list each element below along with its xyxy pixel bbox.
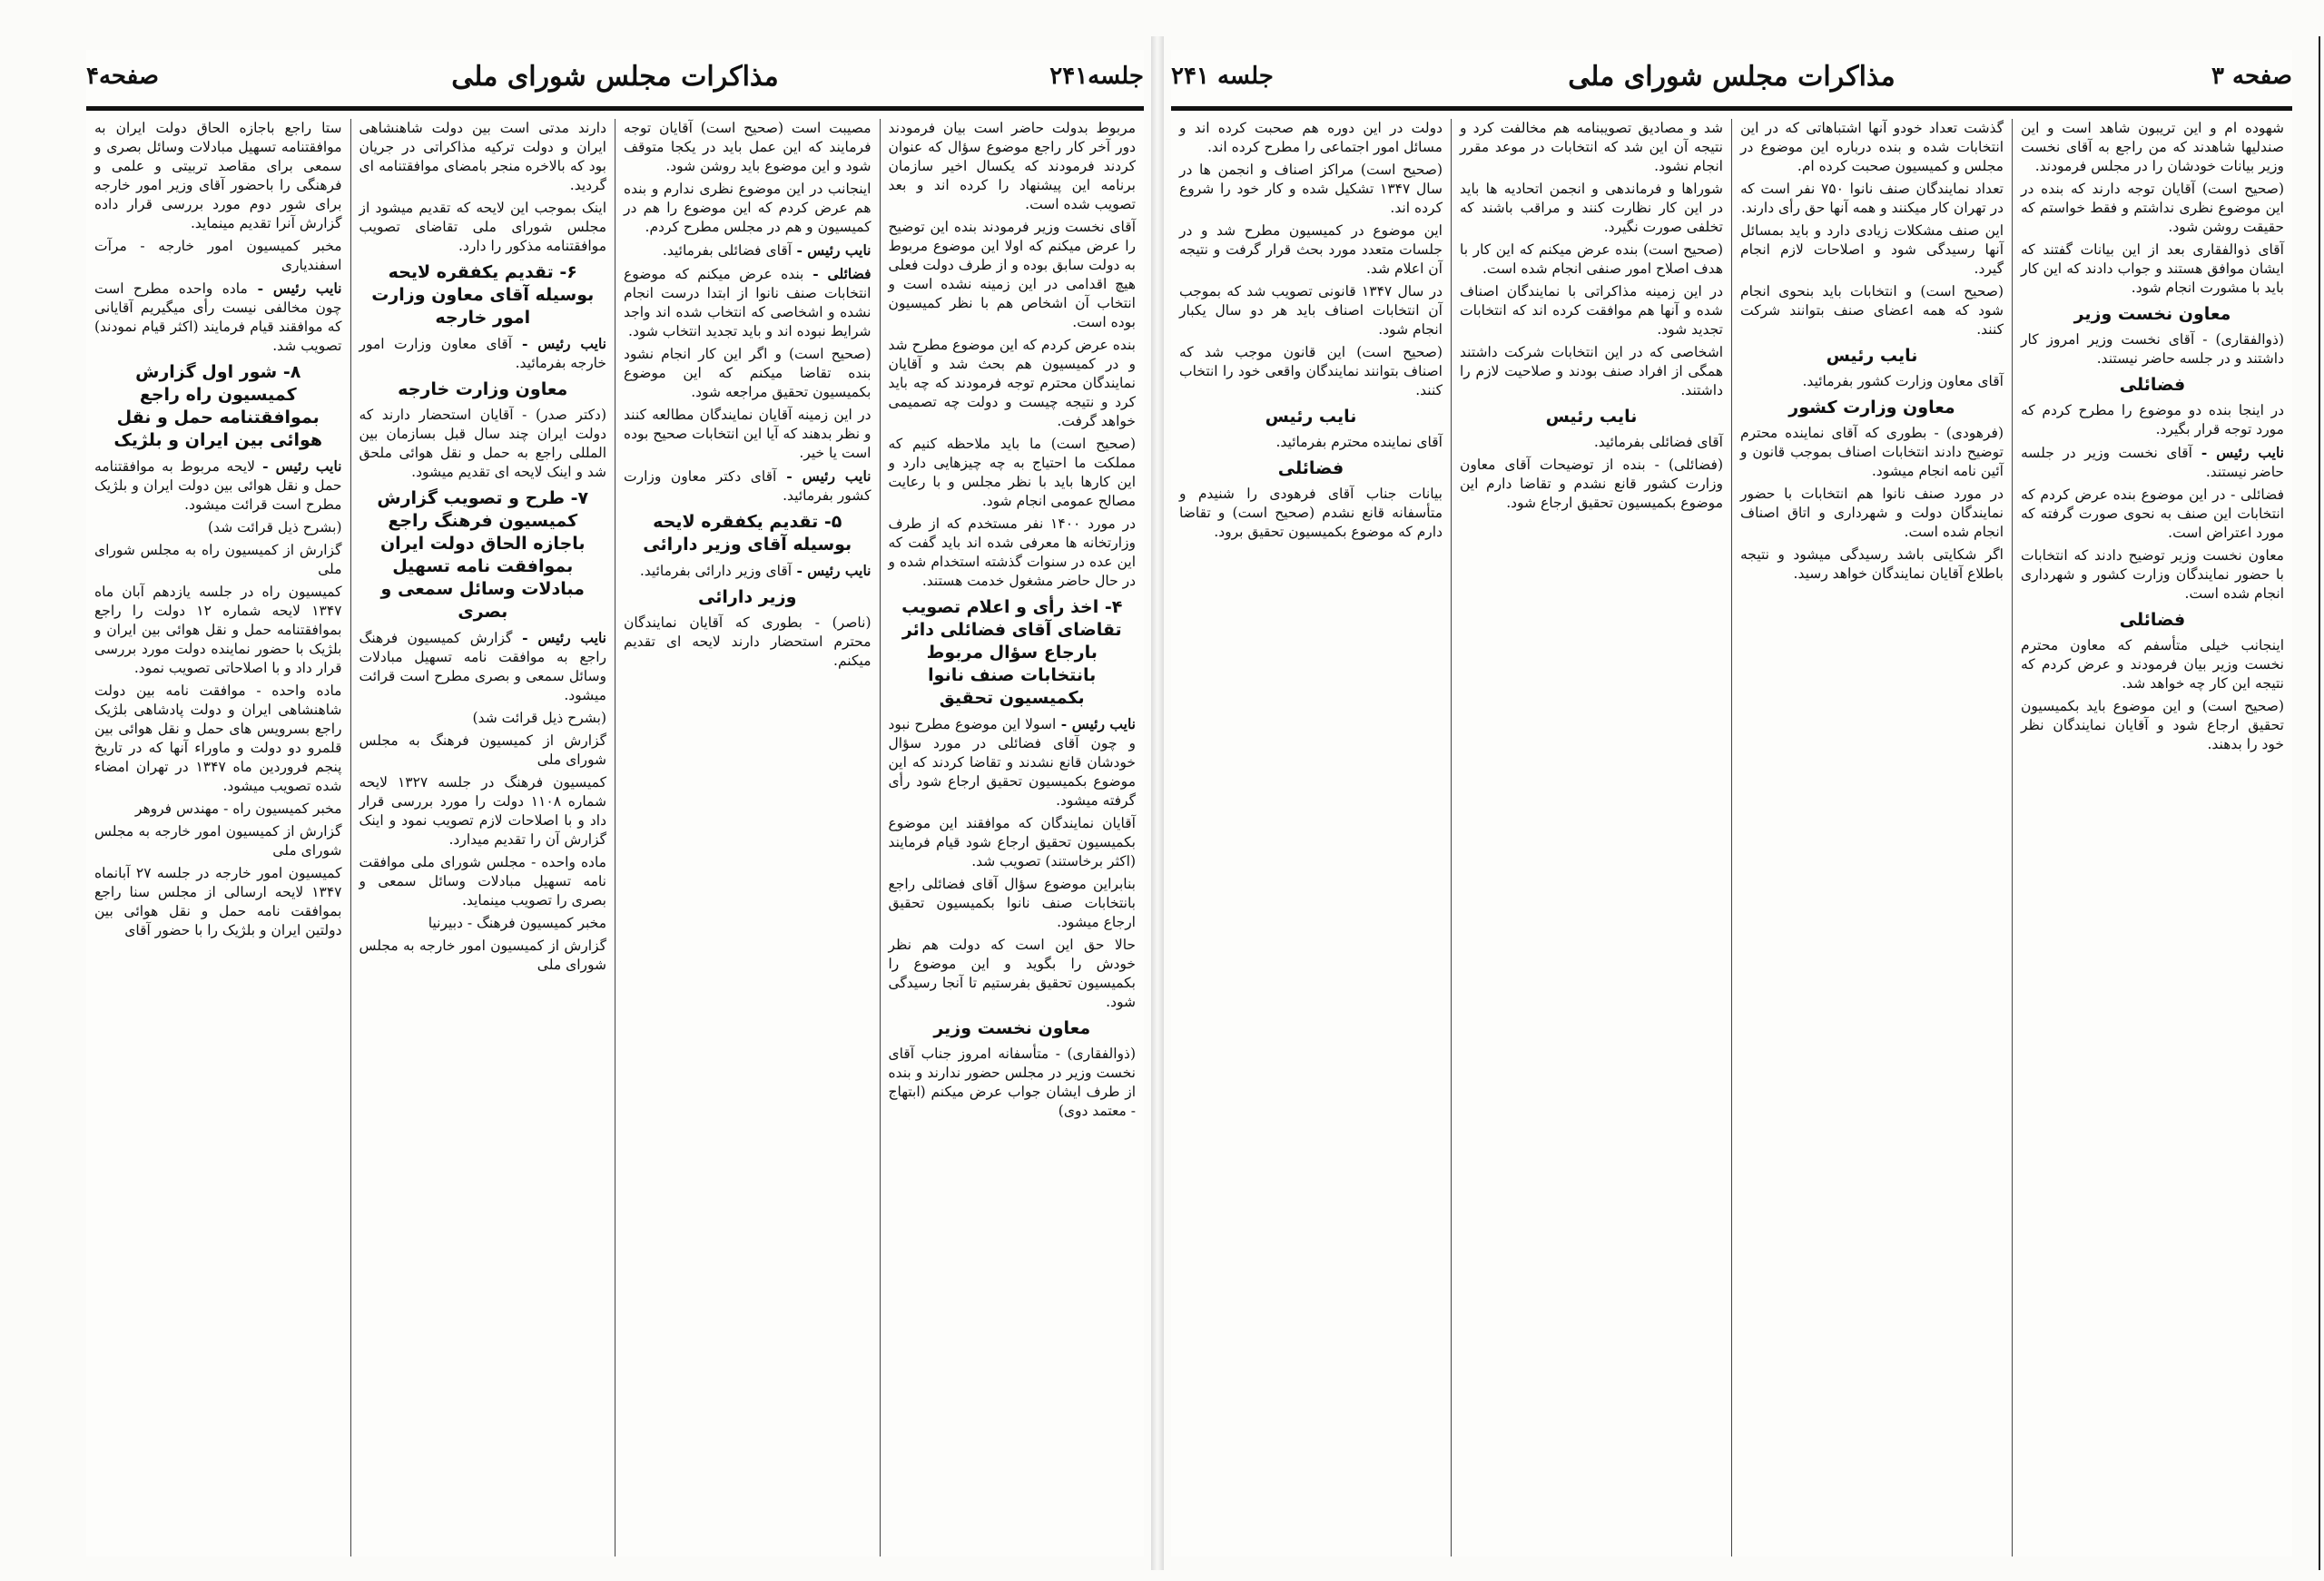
paragraph-text: (بشرح ذیل قرائت شد) [208,519,342,535]
paragraph-text: آقای دکتر معاون وزارت کشور بفرمائید. [624,468,872,504]
section-heading: فضائلی [2119,610,2186,630]
paragraph-text: بیانات جناب آقای فرهودی را شنیدم و متأسفانه قانع نشدم (صحیح است) و تقاضا دارم که موضوع بکمیسیون تحقیق برود. [1179,486,1443,540]
section-heading: ۵- تقدیم یکفقره لایحه بوسیله آقای وزیر دارائی [643,512,852,555]
paragraph [889,714,1137,810]
paragraph [1460,343,1723,400]
text-column [1731,119,2012,1556]
paragraph-text: اینک بموجب این لایحه که تقدیم میشود از مجلس شورای ملی تقاضای تصویب موافقتنامه مذکور را دارد. [359,200,606,254]
section-heading: ۷- طرح و تصویب گزارش کمیسیون فرهنگ راجع باجازه الحاق دولت ایران بموافقت نامه تسهیل مبادلات وسائل سمعی و بصری [377,488,589,622]
paragraph-text: (صحیح است) و این موضوع باید بکمیسیون تحقیق ارجاع شود و آقایان نمایندگان نظر خود را بدهند. [2021,698,2284,752]
paragraph [624,406,872,463]
section-heading: فضائلی [1277,458,1344,478]
speaker-label: نایب رئیس - [1056,715,1136,732]
paragraph [1460,282,1723,339]
paragraph [359,732,607,770]
paragraph [1179,161,1443,218]
right-page-header [1171,50,2292,111]
left-page-columns [86,119,1144,1556]
paragraph [94,800,342,819]
paragraph [359,119,607,195]
paragraph-text: آقای نخست وزیر در جلسه حاضر نیستند. [2021,445,2284,480]
right-page-number: صفحه ۳ [2211,63,2292,90]
paragraph [359,937,607,975]
paragraph-text: حالا حق این است که دولت هم نظر خودش را بگوید و این موضوع را بکمیسیون تحقیق بفرستیم تا آنجا رسیدگی شود. [888,937,1136,1010]
section-heading: فضائلی [2119,375,2186,395]
paragraph [2021,636,2284,693]
section-heading: ۸- شور اول گزارش کمیسیون راه راجع بموافقتنامه حمل و نقل هوائی بین ایران و بلژیک [113,362,323,450]
paragraph-text: (ذوالفقاری) - متأسفانه امروز جناب آقای نخست وزیر در مجلس حضور ندارند و بنده از طرف ایشان جواب عرض میکنم (ابتهاج - معتمد دوی) [888,1046,1136,1119]
paragraph [624,264,872,341]
text-column [880,119,1145,1556]
speaker-label: نایب رئیس - [247,280,342,297]
paragraph [889,1045,1137,1121]
paragraph-text: این صنف مشکلات زیادی دارد و باید بمسائل آنها رسیدگی شود و اصلاحات لازم انجام گیرد. [1740,222,2004,277]
paragraph [94,822,342,860]
paragraph [1740,372,2004,391]
paragraph-text: در این زمینه آقایان نمایندگان مطالعه کنند و نظر بدهند که آیا این انتخابات صحیح بوده است یا خیر. [624,407,872,461]
paragraph-text: مخبر کمیسیون فرهنگ - دبیرنیا [428,915,606,931]
paragraph-text: دولت در این دوره هم صحبت کرده اند و مسائل امور اجتماعی را مطرح کرده اند. [1179,120,1443,155]
paragraph-text: (صحیح است) و اگر این کار انجام نشود بنده تقاضا میکنم که این موضوع بکمیسیون تحقیق مراجعه شود. [624,346,872,400]
speaker-label: نایب رئیس - [792,562,872,579]
paragraph [359,628,607,705]
paragraph [1740,424,2004,481]
paragraph [1460,119,1723,176]
paragraph [1740,545,2004,584]
paragraph-text: تعداد نمایندگان صنف نانوا ۷۵۰ نفر است که در تهران کار میکنند و همه آنها حق رأی دارند. [1740,181,2004,216]
paragraph-text: کمیسیون راه در جلسه یازدهم آبان ماه ۱۳۴۷ لایحه شماره ۱۲ دولت را راجع بموافقتنامه حمل و نقل هوائی بین ایران و بلژیک با حضور نماینده دولت مورد بررسی قرار داد و با اصلاحاتی تصویب نمود. [94,584,342,676]
paragraph [1179,343,1443,400]
paragraph [359,334,607,373]
paragraph [359,853,607,910]
paragraph [624,180,872,237]
text-column [1451,119,1731,1556]
speaker-label: نایب رئیس - [255,457,342,475]
section-heading: معاون نخست وزیر [933,1018,1091,1038]
paragraph [889,936,1137,1012]
speaker-label: نایب رئیس - [776,467,872,485]
paragraph-text: (ذوالفقاری) - آقای نخست وزیر امروز کار داشتند و در جلسه حاضر نیستند. [2021,331,2284,367]
paragraph [889,218,1137,332]
paragraph-text: در این زمینه مذاکراتی با نمایندگان اصناف شده و آنها هم موافقت کرده اند که انتخابات تجدید شود. [1460,283,1723,338]
paragraph-text: مصیبت است (صحیح است) آقایان توجه فرمایند که این عمل باید در یکجا متوقف شود و این موضوع باید روشن شود. [624,120,872,174]
section-heading: نایب رئیس [1826,346,1918,366]
paragraph-text: اینجانب در این موضوع نظری ندارم و بنده هم عرض کردم که این موضوع را هم در کمیسیون و هم در مجلس مطرح کردم. [624,181,872,235]
paragraph-text: شد و مصادیق تصویبنامه هم مخالفت کرد و نتیجه آن این شد که انتخابات در موعد مقرر انجام نشود. [1460,120,1723,174]
paragraph-text: آقای فضائلی بفرمائید. [662,242,793,259]
paragraph [359,773,607,849]
left-page-header [86,50,1144,111]
paragraph [94,864,342,940]
paragraph [889,119,1137,214]
paragraph-text: مربوط بدولت حاضر است بیان فرمودند دور آخر کار راجع موضوع سؤال که عنوان کردند فرمودند که یکسال اخیر سازمان برنامه این پیشنهاد را کرده اند و بعد تصویب شده است. [888,120,1136,212]
paragraph-text: آقای ذوالفقاری بعد از این بیانات گفتند که ایشان موافق هستند و جواب دادند که این کار باید با مشورت انجام شود. [2021,241,2284,296]
paragraph [94,457,342,515]
paragraph-text: (صحیح است) این قانون موجب شد که اصناف بتوانند نمایندگان واقعی خود را انتخاب کنند. [1179,344,1443,398]
paragraph [1460,180,1723,237]
paragraph-text: شوراها و فرماندهی و انجمن اتحادیه ها باید در این کار نظارت کنند و مراقب باشند که تخلفی صورت نگیرد. [1460,181,1723,235]
section-heading: ۶- تقدیم یکفقره لایحه بوسیله آقای معاون وزارت امور خارجه [371,262,595,328]
section-heading: نایب رئیس [1545,407,1638,427]
paragraph-text: ستا راجع باجازه الحاق دولت ایران به موافقتنامه تسهیل مبادلات وسائل بصری و سمعی برای مقاصد تربیتی و علمی و فرهنگی را باحضور آقای وزیر امور خارجه برای شور دوم مورد بررسی قرار داده گزارش آنرا تقدیم مینماید. [94,120,342,231]
paragraph [94,237,342,275]
paragraph-text: بنده عرض میکنم که موضوع انتخابات صنف نانوا از ابتدا درست انجام نشده و اشخاصی که انتخاب شده اند واجد شرایط نبوده اند و باید تجدید انتخاب شود. [624,266,872,339]
page-gutter [1151,36,1164,1570]
paragraph [624,345,872,402]
section-heading: معاون وزارت خارجه [398,379,568,399]
paragraph-text: (بشرح ذیل قرائت شد) [472,710,606,726]
paragraph [1179,221,1443,279]
paragraph [1740,180,2004,218]
paragraph-text: این موضوع در کمیسیون مطرح شد و در جلسات متعدد مورد بحث قرار گرفت و نتیجه آن اعلام شد. [1179,222,1443,277]
right-page-columns [1171,119,2292,1556]
paragraph-text: شهوده ام و این تریبون شاهد است و این صندلیها شاهدند که من راجع به آقای نخست وزیر بیانات خودشان را در مجلس فرمودند. [2021,120,2284,174]
paragraph [1740,119,2004,176]
text-column [2012,119,2292,1556]
paragraph [1460,241,1723,279]
paragraph-text: لایحه مربوط به موافقتنامه حمل و نقل هوائی بین دولت ایران و بلژیک مطرح است قرائت میشود. [94,458,342,513]
paragraph [359,199,607,256]
section-heading: ۴- اخذ رأی و اعلام تصویب تقاضای آقای فضائلی دائر بارجاع سؤال مربوط بانتخابات صنف نانوا بکمیسیون تحقیق [901,597,1123,708]
paragraph-text: بنابراین موضوع سؤال آقای فضائلی راجع بانتخابات صنف نانوا بکمیسیون تحقیق ارجاع میشود. [888,876,1136,930]
paragraph-text: ماده واحده - مجلس شورای ملی موافقت نامه تسهیل مبادلات وسائل سمعی و بصری را تصویب مینماید. [359,854,606,908]
section-heading: معاون وزارت کشور [1788,398,1955,417]
paragraph [2021,330,2284,368]
paragraph-text: اگر شکایتی باشد رسیدگی میشود و نتیجه باطلاع آقایان نمایندگان خواهد رسید. [1740,546,2004,582]
paragraph-text: (دکتر صدر) - آقایان استحضار دارند که دولت ایران چند سال قبل بسازمان بین المللی راجع به حمل و نقل هوائی ملحق شد و اینک لایحه ای تقدیم میشود. [359,407,606,480]
paragraph [2021,119,2284,176]
paragraph [2021,180,2284,237]
paragraph-text: آقایان نمایندگان که موافقند این موضوع بکمیسیون تحقیق ارجاع شود قیام فرمایند (اکثر برخاستند) تصویب شد. [888,815,1136,869]
paragraph [1740,282,2004,339]
paragraph-text: ماده واحده مطرح است چون مخالفی نیست رأی میگیریم آقایانی که موافقند قیام فرمایند (اکثر قیام نمودند) تصویب شد. [94,280,342,354]
paragraph [889,435,1137,511]
paragraph [1179,485,1443,542]
paragraph [2021,401,2284,439]
paragraph-text: مخبر کمیسیون امور خارجه - مرآت اسفندیاری [94,238,342,273]
paragraph-text: (صحیح است) مراکز اصناف و انجمن ها در سال ۱۳۴۷ تشکیل شده و کار خود را شروع کرده اند. [1179,162,1443,216]
paragraph [2021,443,2284,482]
paragraph [94,682,342,796]
section-heading: نایب رئیس [1265,407,1357,427]
paragraph-text: آقای نخست وزیر فرمودند بنده این توضیح را عرض میکنم که اولا این موضوع مربوط به دولت سابق بوده و از طرف دولت فعلی هیچ اقدامی در این زمینه نشده است و انتخاب آن اشخاص هم با نظر کمیسیون بوده است. [888,219,1136,330]
paragraph-text: کمیسیون امور خارجه در جلسه ۲۷ آبانماه ۱۳۴۷ لایحه ارسالی از مجلس سنا راجع بموافقت نامه حمل و نقل هوائی بین دولتین ایران و بلژیک را با حضور آقای [94,865,342,938]
paragraph [624,561,872,581]
text-column [1171,119,1451,1556]
paragraph-text: ماده واحده - موافقت نامه بین دولت شاهنشاهی ایران و دولت پادشاهی بلژیک راجع بسرویس های حمل و نقل هوائی بین قلمرو دو دولت و ماوراء آنها که در تاریخ پنجم فروردین ماه ۱۳۴۷ در تهران امضاء شده تصویب میشود. [94,682,342,794]
paragraph-text: در مورد ۱۴۰۰ نفر مستخدم که از طرف وزارتخانه ها معرفی شده اند باید گفت که این عده در سنوات گذشته استخدام شده و در حال حاضر مشغول خدمت هستند. [888,516,1136,589]
paragraph-text: اینجانب خیلی متأسفم که معاون محترم نخست وزیر بیان فرمودند و عرض کردم که نتیجه این کار چه خواهد شد. [2021,637,2284,692]
paragraph-text: در اینجا بنده دو موضوع را مطرح کردم که مورد توجه قرار بگیرد. [2021,402,2284,437]
left-session-number: جلسه۲۴۱ [1049,63,1144,90]
paragraph-text: فضائلی - در این موضوع بنده عرض کردم که انتخابات این صنف به نحوی صورت گرفته که مورد اعتراض است. [2021,486,2284,541]
paragraph-text: آقای معاون وزارت امور خارجه بفرمائید. [359,336,606,371]
paragraph [889,515,1137,591]
text-column [615,119,880,1556]
paragraph [94,119,342,233]
page-edge [2313,36,2320,1570]
paragraph-text: (صحیح است) بنده عرض میکنم که این کار با هدف اصلاح امور صنفی انجام شده است. [1460,241,1723,277]
paragraph-text: (فرهودی) - بطوری که آقای نماینده محترم توضیح دادند انتخابات اصناف بموجب قانون و آئین نامه انجام میشود. [1740,425,2004,479]
left-page [86,50,1144,1556]
paragraph [2021,486,2284,543]
paragraph [624,466,872,506]
paragraph [889,875,1137,932]
paragraph-text: اسولا این موضوع مطرح نبود و چون آقای فضائلی در مورد سؤال خودشان قانع نشدند و تقاضا کردند که این موضوع بکمیسیون تحقیق ارجاع شود رأی گرفته میشود. [888,716,1136,809]
paragraph-text: در سال ۱۳۴۷ قانونی تصویب شد که بموجب آن انتخابات اصناف باید هر دو سال یکبار انجام شود. [1179,283,1443,338]
paragraph-text: (ناصر) - بطوری که آقایان نمایندگان محترم استحضار دارند لایحه ای تقدیم میکنم. [624,614,872,669]
paragraph [359,406,607,482]
paragraph [2021,546,2284,604]
paragraph [889,336,1137,431]
paragraph-text: دارند مدتی است بین دولت شاهنشاهی ایران و دولت ترکیه مذاکراتی در جریان بود که بالاخره منجر بامضای موافقتنامه ای گردید. [359,120,606,193]
paragraph [1460,433,1723,452]
paragraph-text: گزارش از کمیسیون فرهنگ به مجلس شورای ملی [359,732,606,768]
speaker-label: فضائلی - [803,265,872,282]
paragraph [624,119,872,176]
paragraph [359,914,607,933]
right-session-number: جلسه ۲۴۱ [1171,63,1274,90]
paragraph [1740,221,2004,279]
section-heading: معاون نخست وزیر [2073,304,2231,324]
section-heading: وزیر دارائی [698,587,797,607]
paragraph-text: آقای نماینده محترم بفرمائید. [1275,434,1443,450]
paragraph [624,614,872,671]
paragraph [1179,433,1443,452]
paragraph-text: کمیسیون فرهنگ در جلسه ۱۳۲۷ لایحه شماره ۱۱۰۸ دولت را مورد بررسی قرار داد و با اصلاحات لازم تصویب نمود و اینک گزارش آن را تقدیم میدارد. [359,774,606,848]
paragraph [94,279,342,356]
paragraph-text: آقای معاون وزارت کشور بفرمائید. [1802,373,2004,389]
paragraph [1740,485,2004,542]
paragraph-text: بنده عرض کردم که این موضوع مطرح شد و در کمیسیون هم بحث شد و آقایان نمایندگان محترم توجه فرمودند که چه باید کرد و نتیجه چیست و دولت چه تصمیمی خواهد گرفت. [888,337,1136,429]
paragraph-text: مخبر کمیسیون راه - مهندس فروهر [134,800,342,817]
paragraph [2021,697,2284,754]
paragraph-text: اشخاصی که در این انتخابات شرکت داشتند همگی از افراد صنف بودند و صلاحیت لازم را داشتند. [1460,344,1723,398]
paragraph [2021,241,2284,298]
paragraph-text: آقای وزیر دارائی بفرمائید. [639,563,793,579]
left-header-title: مذاکرات مجلس شورای ملی [451,61,779,93]
paragraph [94,518,342,537]
paragraph-text: (صحیح است) و انتخابات باید بنحوی انجام شود که همه اعضای صنف بتوانند شرکت کنند. [1740,283,2004,338]
paragraph [889,814,1137,871]
speaker-label: نایب رئیس - [512,629,606,646]
paragraph [94,583,342,678]
paragraph [359,709,607,728]
paragraph [1179,282,1443,339]
paragraph-text: (فضائلی) - بنده از توضیحات آقای معاون وزارت کشور قانع نشدم و تقاضا دارم این موضوع بکمیسیون تحقیق ارجاع شود. [1460,457,1723,511]
right-header-title: مذاکرات مجلس شورای ملی [1568,61,1896,93]
paragraph-text: در مورد صنف نانوا هم انتخابات با حضور نمایندگان دولت و شهرداری و اتاق اصناف انجام شده است. [1740,486,2004,540]
paragraph [624,241,872,260]
paragraph-text: آقای فضائلی بفرمائید. [1593,434,1723,450]
paragraph-text: گزارش از کمیسیون امور خارجه به مجلس شورای ملی [94,823,342,859]
right-page [1171,50,2292,1556]
paragraph-text: گزارش کمیسیون فرهنگ راجع به موافقت نامه تسهیل مبادلات وسائل سمعی و بصری مطرح است قرائت میشود. [359,630,606,703]
speaker-label: نایب رئیس - [2191,444,2284,461]
paragraph-text: معاون نخست وزیر توضیح دادند که انتخابات با حضور نمایندگان وزارت کشور و شهرداری انجام شده است. [2021,547,2284,602]
paragraph-text: (صحیح است) آقایان توجه دارند که بنده در این موضوع نظری نداشتم و فقط خواستم که حقیقت روشن شود. [2021,181,2284,235]
paragraph [94,541,342,579]
paragraph-text: گزارش از کمیسیون امور خارجه به مجلس شورای ملی [359,938,606,973]
paragraph [1460,456,1723,513]
paragraph-text: گذشت تعداد خودو آنها اشتباهاتی که در این انتخابات شده و بنده درباره این موضوع در مجلس و کمیسیون صحبت کرده ام. [1740,120,2004,174]
text-column [86,119,350,1556]
text-column [350,119,615,1556]
speaker-label: نایب رئیس - [512,335,606,352]
left-page-number: صفحه۴ [86,63,159,90]
paragraph [1179,119,1443,157]
paragraph-text: گزارش از کمیسیون راه به مجلس شورای ملی [94,542,342,577]
paragraph-text: (صحیح است) ما باید ملاحظه کنیم که مملکت ما احتیاج به چه چیزهایی دارد و این کارها باید با نظر مجلس و با رعایت مصالح عمومی انجام شود. [888,436,1136,509]
speaker-label: نایب رئیس - [792,241,872,259]
